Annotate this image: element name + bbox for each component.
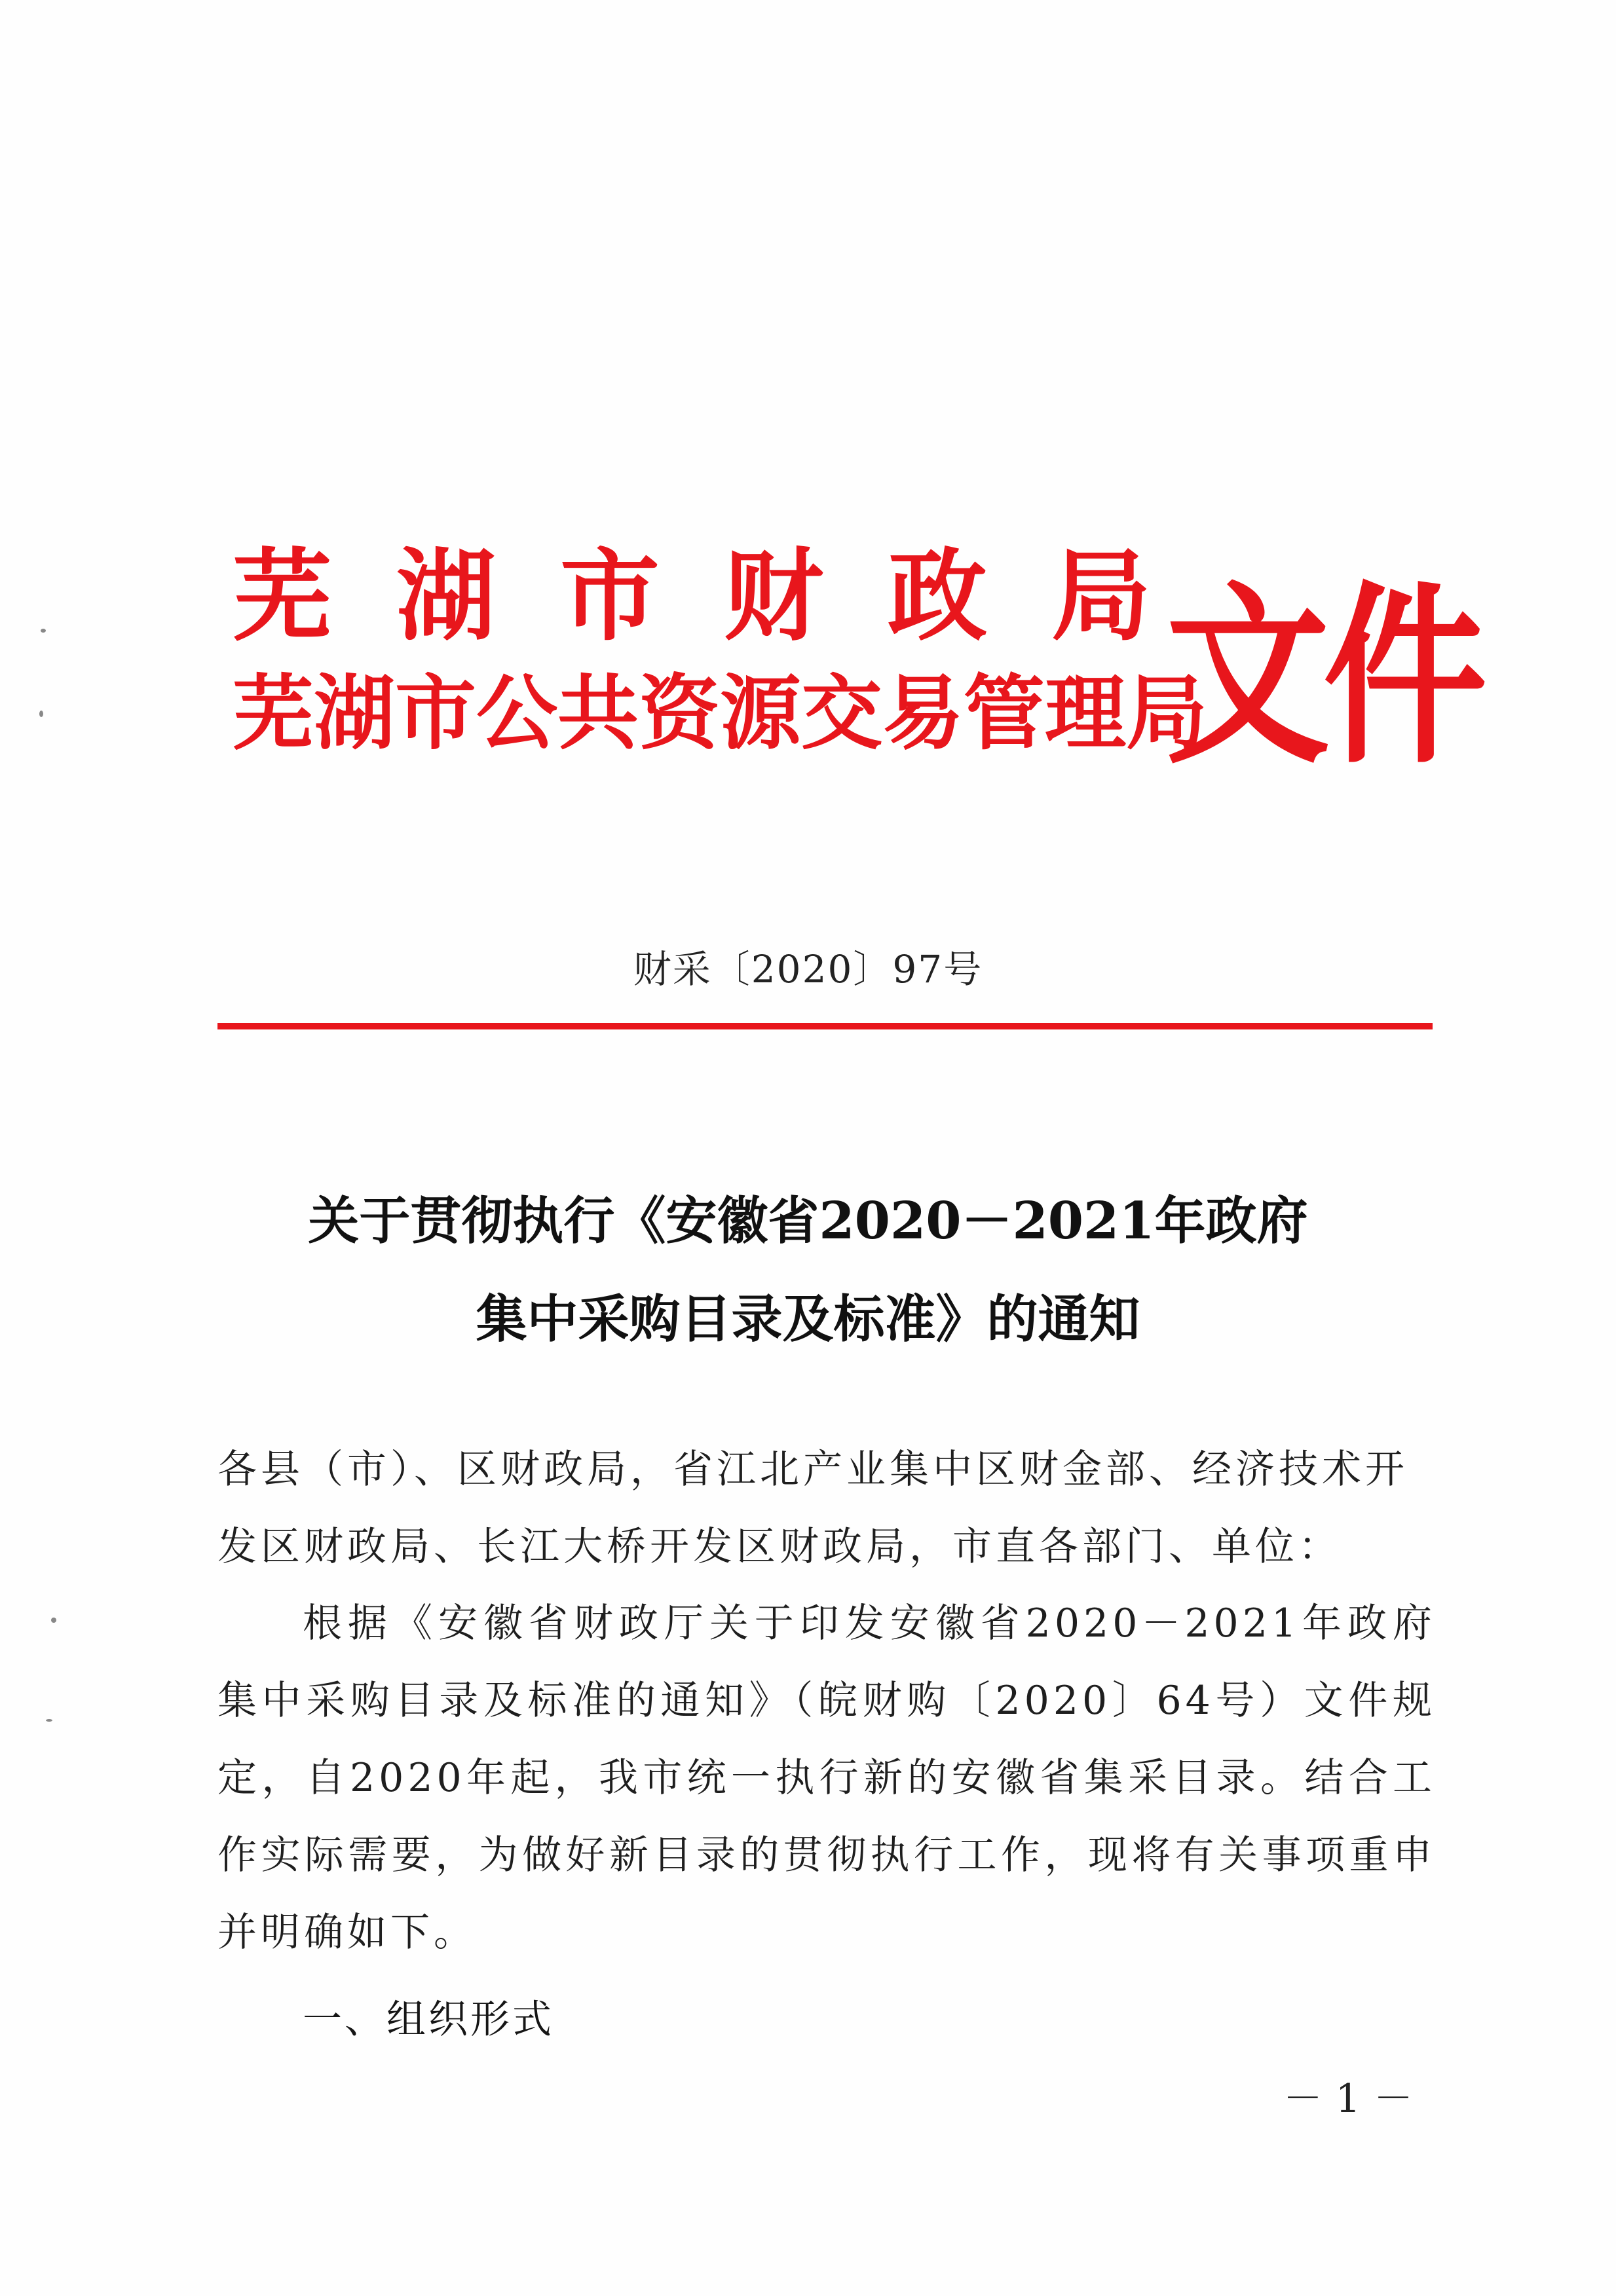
scan-speck <box>51 1618 56 1623</box>
issuer-line-1: 芜湖市财政局 <box>233 537 1215 654</box>
notice-title-line-1: 关于贯彻执行《安徽省2020－2021年政府 <box>308 1191 1308 1251</box>
scan-speck <box>46 1719 52 1722</box>
addressee: 各县（市）、区财政局，省江北产业集中区财金部、经济技术开发区财政局、长江大桥开发区财政局，市直各部门、单位： <box>217 1447 1408 1570</box>
document-number: 财采〔2020〕97号 <box>633 947 983 991</box>
page-number: －1－ <box>1283 2076 1426 2122</box>
scan-speck <box>39 711 43 717</box>
body-paragraph: 根据《安徽省财政厅关于印发安徽省2020－2021年政府集中采购目录及标准的通知》（皖财购〔2020〕64号）文件规定，自2020年起，我市统一执行新的安徽省集采目录。结合工作实际需要，为做好新目录的贯彻执行工作，现将有关事项重申并明确如下。 <box>217 1601 1436 1955</box>
section-heading: 一、组织形式 <box>303 1997 554 2043</box>
red-masthead <box>233 537 1480 790</box>
document-type-mark: 文件 <box>1166 562 1480 790</box>
scan-speck <box>41 629 46 633</box>
issuer-line-2: 芜湖市公共资源交易管理局 <box>233 666 1208 761</box>
notice-title-line-2: 集中采购目录及标准》的通知 <box>476 1289 1140 1349</box>
red-separator-line <box>217 1023 1433 1029</box>
